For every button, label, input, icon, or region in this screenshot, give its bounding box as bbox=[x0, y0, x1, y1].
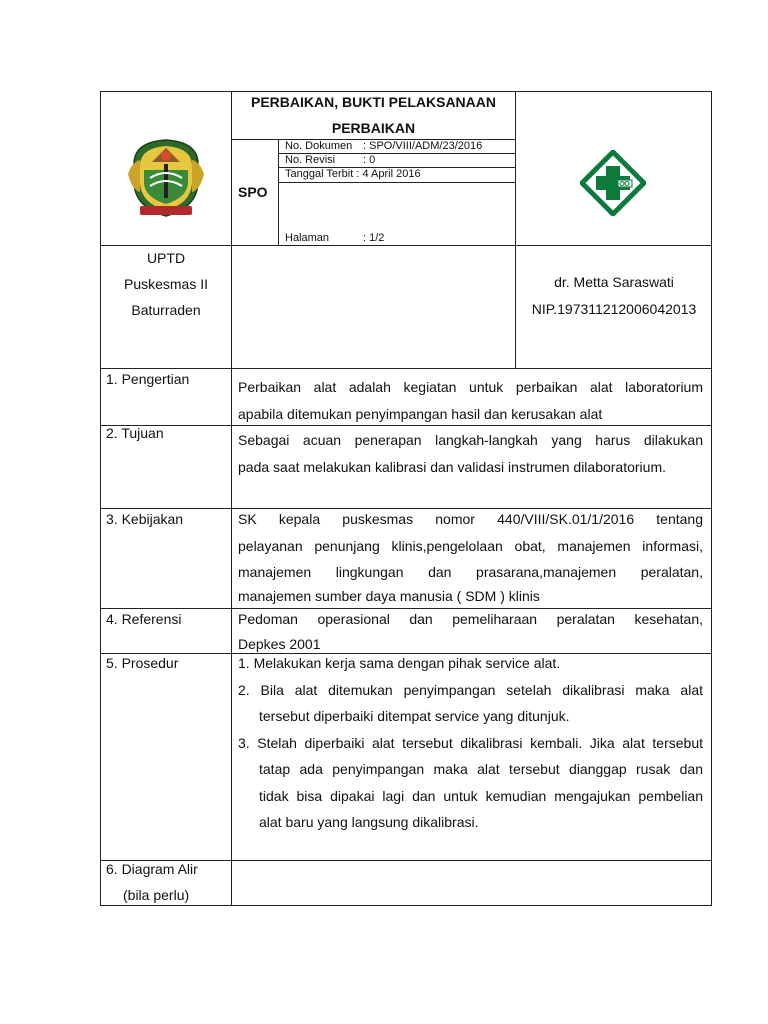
table-border-left bbox=[100, 91, 101, 906]
section-body-pengertian bbox=[238, 374, 703, 427]
signatory-nip: NIP.197311212006042013 bbox=[531, 301, 697, 317]
body-line: manajemen sumber daya manusia ( SDM ) klinis bbox=[238, 587, 540, 604]
body-line: Sebagai acuan penerapan langkah-langkah yang harus dilakukan bbox=[238, 432, 703, 448]
section-body-kebijakan bbox=[238, 506, 703, 606]
section-label-diagram-alir bbox=[101, 856, 231, 908]
organization-name bbox=[101, 245, 231, 323]
section-body-tujuan bbox=[238, 427, 703, 480]
diagram-label-line-2: (bila perlu) bbox=[123, 887, 190, 903]
revision-value: : 0 bbox=[363, 154, 376, 166]
spo-label: SPO bbox=[238, 184, 268, 200]
column-divider-right bbox=[515, 91, 516, 368]
doc-number-row bbox=[285, 140, 482, 153]
section-body-referensi bbox=[238, 606, 703, 656]
signatory-block bbox=[516, 269, 712, 323]
procedure-step-1: 1. Melakukan kerja sama dengan pihak service alat. bbox=[238, 655, 561, 671]
org-line-3: Baturraden bbox=[131, 302, 201, 318]
emblem-icon bbox=[126, 134, 206, 220]
procedure-step-2: 2. Bila alat ditemukan penyimpangan setelah dikalibrasi maka alat bbox=[238, 681, 703, 698]
spo-divider bbox=[278, 139, 279, 245]
procedure-step-2-cont: tersebut diperbaiki ditempat service yang ditunjuk. bbox=[259, 708, 570, 724]
section-label-referensi: 4. Referensi bbox=[106, 611, 182, 627]
column-divider-left bbox=[231, 91, 232, 906]
revision-row bbox=[285, 154, 375, 167]
diagram-label-line-1: 6. Diagram Alir bbox=[106, 861, 198, 877]
section-body-prosedur bbox=[238, 650, 703, 836]
body-line: manajemen lingkungan dan prasarana,manajemen peralatan, bbox=[238, 564, 703, 580]
procedure-step-3: 3. Stelah diperbaiki alat tersebut dikalibrasi kembali. Jika alat tersebut bbox=[238, 734, 703, 751]
document-title bbox=[232, 89, 515, 141]
section-label-tujuan: 2. Tujuan bbox=[106, 425, 164, 441]
health-cross-icon bbox=[580, 150, 646, 216]
body-line: Pedoman operasional dan pemeliharaan peralatan kesehatan, bbox=[238, 611, 703, 627]
body-line: SK kepala puskesmas nomor 440/VIII/SK.01/1/2016 tentang bbox=[238, 511, 703, 527]
page-row bbox=[285, 232, 384, 245]
title-line-2: PERBAIKAN bbox=[331, 120, 416, 136]
signatory-name: dr. Metta Saraswati bbox=[554, 274, 674, 290]
procedure-step-3-cont: alat baru yang langsung dikalibrasi. bbox=[259, 814, 479, 830]
regency-emblem-logo bbox=[126, 134, 206, 220]
section-label-pengertian: 1. Pengertian bbox=[106, 371, 190, 387]
page-label: Halaman bbox=[285, 232, 330, 244]
org-line-2: Puskesmas II bbox=[123, 276, 209, 292]
body-line: pada saat melakukan kalibrasi dan validasi instrumen dilaboratorium. bbox=[238, 458, 667, 475]
section-label-prosedur: 5. Prosedur bbox=[106, 655, 179, 671]
doc-number-value: : SPO/VIII/ADM/23/2016 bbox=[363, 140, 483, 152]
issue-date-row bbox=[285, 168, 421, 181]
page-value: : 1/2 bbox=[363, 232, 385, 244]
body-line: apabila ditemukan penyimpangan hasil dan kerusakan alat bbox=[238, 405, 603, 422]
revision-label: No. Revisi bbox=[285, 154, 336, 166]
section-label-kebijakan: 3. Kebijakan bbox=[106, 511, 184, 527]
issue-date-text: Tanggal Terbit : 4 April 2016 bbox=[285, 168, 421, 180]
title-line-1: PERBAIKAN, BUKTI PELAKSANAAN bbox=[250, 94, 496, 110]
body-line: Depkes 2001 bbox=[238, 636, 321, 652]
procedure-step-3-cont: tatap ada penyimpangan maka alat tersebut dianggap rusak dan bbox=[259, 761, 703, 777]
org-row-bottom-line bbox=[100, 368, 712, 369]
table-border-right bbox=[711, 91, 712, 906]
procedure-step-3-cont: tidak bisa dipakai lagi dan untuk kemudian mengajukan pembelian bbox=[259, 787, 703, 804]
body-line: Perbaikan alat adalah kegiatan untuk perbaikan alat laboratorium bbox=[238, 379, 703, 395]
body-line: pelayanan penunjang klinis,pengelolaan obat, manajemen informasi, bbox=[238, 537, 703, 554]
puskesmas-logo bbox=[580, 150, 646, 216]
doc-row-line-3 bbox=[278, 182, 516, 183]
doc-number-label: No. Dokumen bbox=[285, 140, 353, 152]
org-line-1: UPTD bbox=[146, 250, 186, 266]
